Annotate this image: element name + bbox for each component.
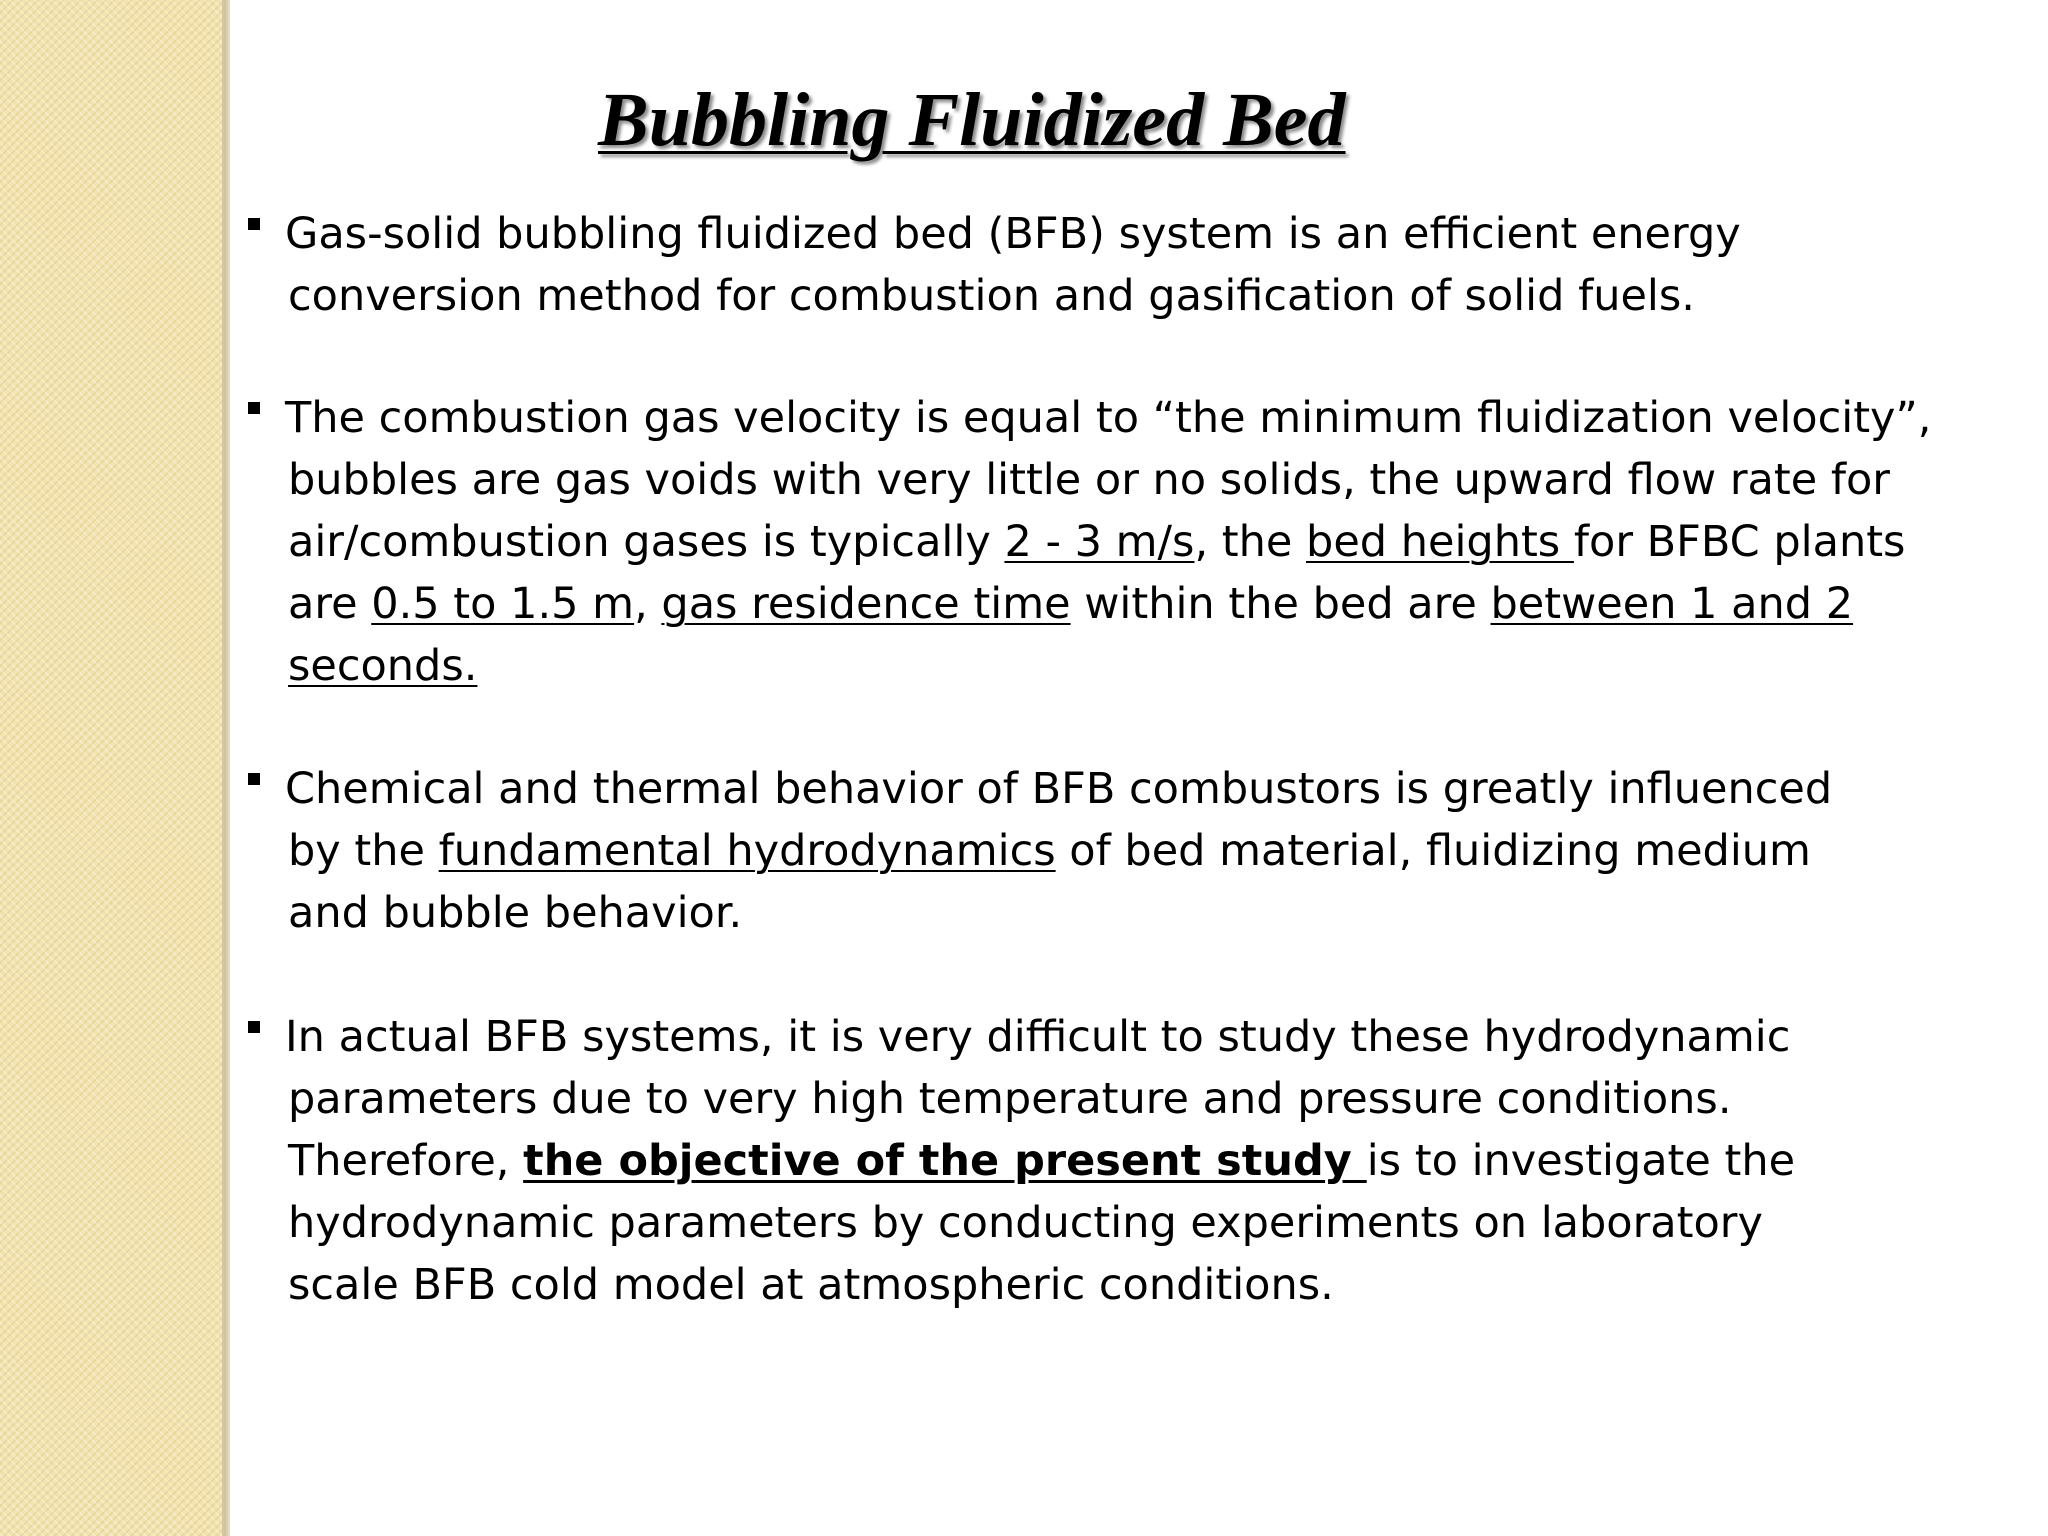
velocity-value: 2 - 3 m/s (1004, 517, 1195, 567)
paragraph-4-line-4 (288, 1192, 1763, 1254)
fundamental-hydrodynamics-term: fundamental hydrodynamics (438, 826, 1056, 876)
text-run: Gas-solid bubbling fluidized bed (BFB) system is an efficient energy (285, 209, 1741, 259)
text-run: is to investigate the (1366, 1136, 1796, 1186)
paragraph-4-line-2 (288, 1068, 1732, 1130)
text-run: hydrodynamic parameters by conducting experiments on laboratory (288, 1198, 1763, 1248)
objective-highlight: the objective of the present study (523, 1136, 1367, 1186)
paragraph-4-line-3 (288, 1130, 1795, 1192)
paragraph-2-line-1 (285, 387, 1931, 449)
paragraph-4-line-1 (285, 1006, 1790, 1068)
paragraph-4-line-5 (288, 1254, 1334, 1316)
text-run: , (634, 579, 662, 629)
text-run: Chemical and thermal behavior of BFB combustors is greatly influenced (285, 764, 1833, 814)
text-run: are (288, 579, 372, 629)
text-run: bubbles are gas voids with very little or no solids, the upward flow rate for (288, 455, 1890, 505)
text-run: by the (288, 826, 439, 876)
paragraph-3-line-2 (288, 820, 1811, 882)
text-run: and bubble behavior. (288, 888, 743, 938)
text-run: Therefore, (288, 1136, 524, 1186)
text-run: air/combustion gases is typically (288, 517, 1005, 567)
bed-heights-term: bed heights (1306, 517, 1574, 567)
text-run: for BFBC plants (1573, 517, 1906, 567)
bullet-icon (248, 773, 260, 785)
residence-time-value: between 1 and 2 (1490, 579, 1854, 629)
paragraph-2-line-5 (288, 635, 477, 697)
bullet-icon (248, 402, 260, 414)
text-run: conversion method for combustion and gasification of solid fuels. (288, 271, 1695, 321)
gas-residence-time-term: gas residence time (661, 579, 1071, 629)
text-run: In actual BFB systems, it is very difficult to study these hydrodynamic (285, 1012, 1791, 1062)
text-run: , the (1194, 517, 1307, 567)
slide-title: Bubbling Fluidized Bed (598, 78, 1346, 162)
paragraph-3-line-1 (285, 758, 1832, 820)
paragraph-1-line-2 (288, 265, 1695, 327)
paragraph-2-line-4 (288, 573, 1853, 635)
paragraph-2-line-2 (288, 449, 1890, 511)
paragraph-2-line-3 (288, 511, 1905, 573)
text-run: The combustion gas velocity is equal to “the minimum fluidization velocity”, (285, 393, 1932, 443)
paragraph-1-line-1 (285, 203, 1741, 265)
paragraph-3-line-3 (288, 882, 742, 944)
text-run: parameters due to very high temperature and pressure conditions. (288, 1074, 1732, 1124)
bullet-icon (248, 1021, 260, 1033)
bed-height-value: 0.5 to 1.5 m (371, 579, 635, 629)
text-run: within the bed are (1070, 579, 1491, 629)
bullet-icon (248, 218, 260, 230)
text-run: scale BFB cold model at atmospheric conditions. (288, 1260, 1334, 1310)
residence-time-unit: seconds. (288, 641, 478, 691)
text-run: of bed material, fluidizing medium (1055, 826, 1811, 876)
